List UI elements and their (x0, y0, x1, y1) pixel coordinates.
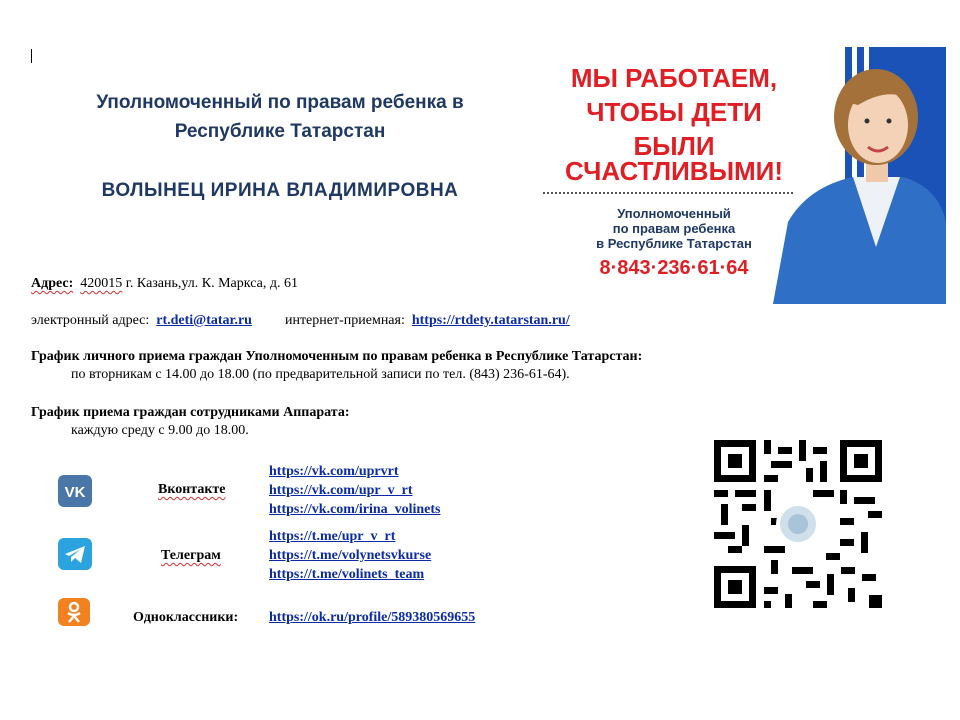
title-line-2: Республике Татарстан (174, 121, 386, 142)
banner-headline-2: ЧТОБЫ ДЕТИ (586, 97, 762, 127)
telegram-icon[interactable] (58, 538, 92, 570)
banner-headline-4: СЧАСТЛИВЫМИ! (564, 156, 784, 186)
eye-shape (887, 119, 892, 124)
vk-label: Вконтакте (158, 482, 226, 497)
vk-link-2[interactable]: https://vk.com/upr_v_rt (269, 483, 413, 498)
promo-banner (543, 47, 946, 304)
banner-phone: 8·843·236·61·64 (599, 257, 749, 279)
reception-link[interactable]: https://rtdety.tatarstan.ru/ (411, 313, 570, 328)
telegram-link-3[interactable]: https://t.me/volinets_team (269, 567, 425, 582)
text-cursor (31, 49, 32, 63)
ombudsman-name: ВОЛЫНЕЦ ИРИНА ВЛАДИМИРОВНА (101, 180, 459, 201)
banner-divider (543, 192, 793, 194)
address-rest: г. Казань,ул. К. Маркса, д. 61 (122, 276, 298, 291)
eye-shape (865, 119, 870, 124)
qr-code (714, 440, 882, 608)
banner-subtitle-3: в Республике Татарстан (596, 236, 752, 251)
vk-icon[interactable] (58, 475, 92, 507)
address-label: Адрес: (31, 276, 74, 291)
odnoklassniki-icon[interactable] (58, 598, 90, 626)
telegram-link-2[interactable]: https://t.me/volynetsvkurse (269, 548, 432, 563)
telegram-link-1[interactable]: https://t.me/upr_v_rt (269, 529, 396, 544)
ok-link[interactable]: https://ok.ru/profile/589380569655 (269, 610, 476, 625)
telegram-label: Телеграм (161, 548, 221, 563)
banner-headline-1: МЫ РАБОТАЕМ, (570, 63, 778, 93)
schedule-personal-title: График личного приема граждан Уполномоченным по правам ребенка в Республике Татарстан: (31, 349, 643, 364)
email-label: электронный адрес: (31, 313, 150, 328)
title-line-1: Уполномоченный по правам ребенка в (96, 92, 464, 113)
banner-headline-3: БЫЛИ (633, 131, 715, 161)
svg-text:VK: VK (64, 484, 86, 501)
address-postcode: 420015 (80, 276, 123, 291)
vk-link-1[interactable]: https://vk.com/uprvrt (269, 464, 399, 479)
schedule-personal-text: по вторникам с 14.00 до 18.00 (по предварительной записи по тел. (843) 236-61-64). (71, 367, 570, 382)
banner-subtitle-1: Уполномоченный (617, 206, 731, 221)
schedule-staff-title: График приема граждан сотрудниками Аппарата: (31, 405, 350, 420)
address-line (31, 276, 298, 292)
email-link[interactable]: rt.deti@tatar.ru (156, 313, 252, 328)
vk-link-3[interactable]: https://vk.com/irina_volinets (269, 502, 441, 517)
reception-label: интернет-приемная: (284, 313, 405, 328)
schedule-staff-text: каждую среду с 9.00 до 18.00. (71, 423, 249, 438)
banner-subtitle-2: по правам ребенка (612, 221, 736, 236)
contacts-line (31, 313, 570, 329)
ok-label: Одноклассники: (133, 610, 239, 625)
